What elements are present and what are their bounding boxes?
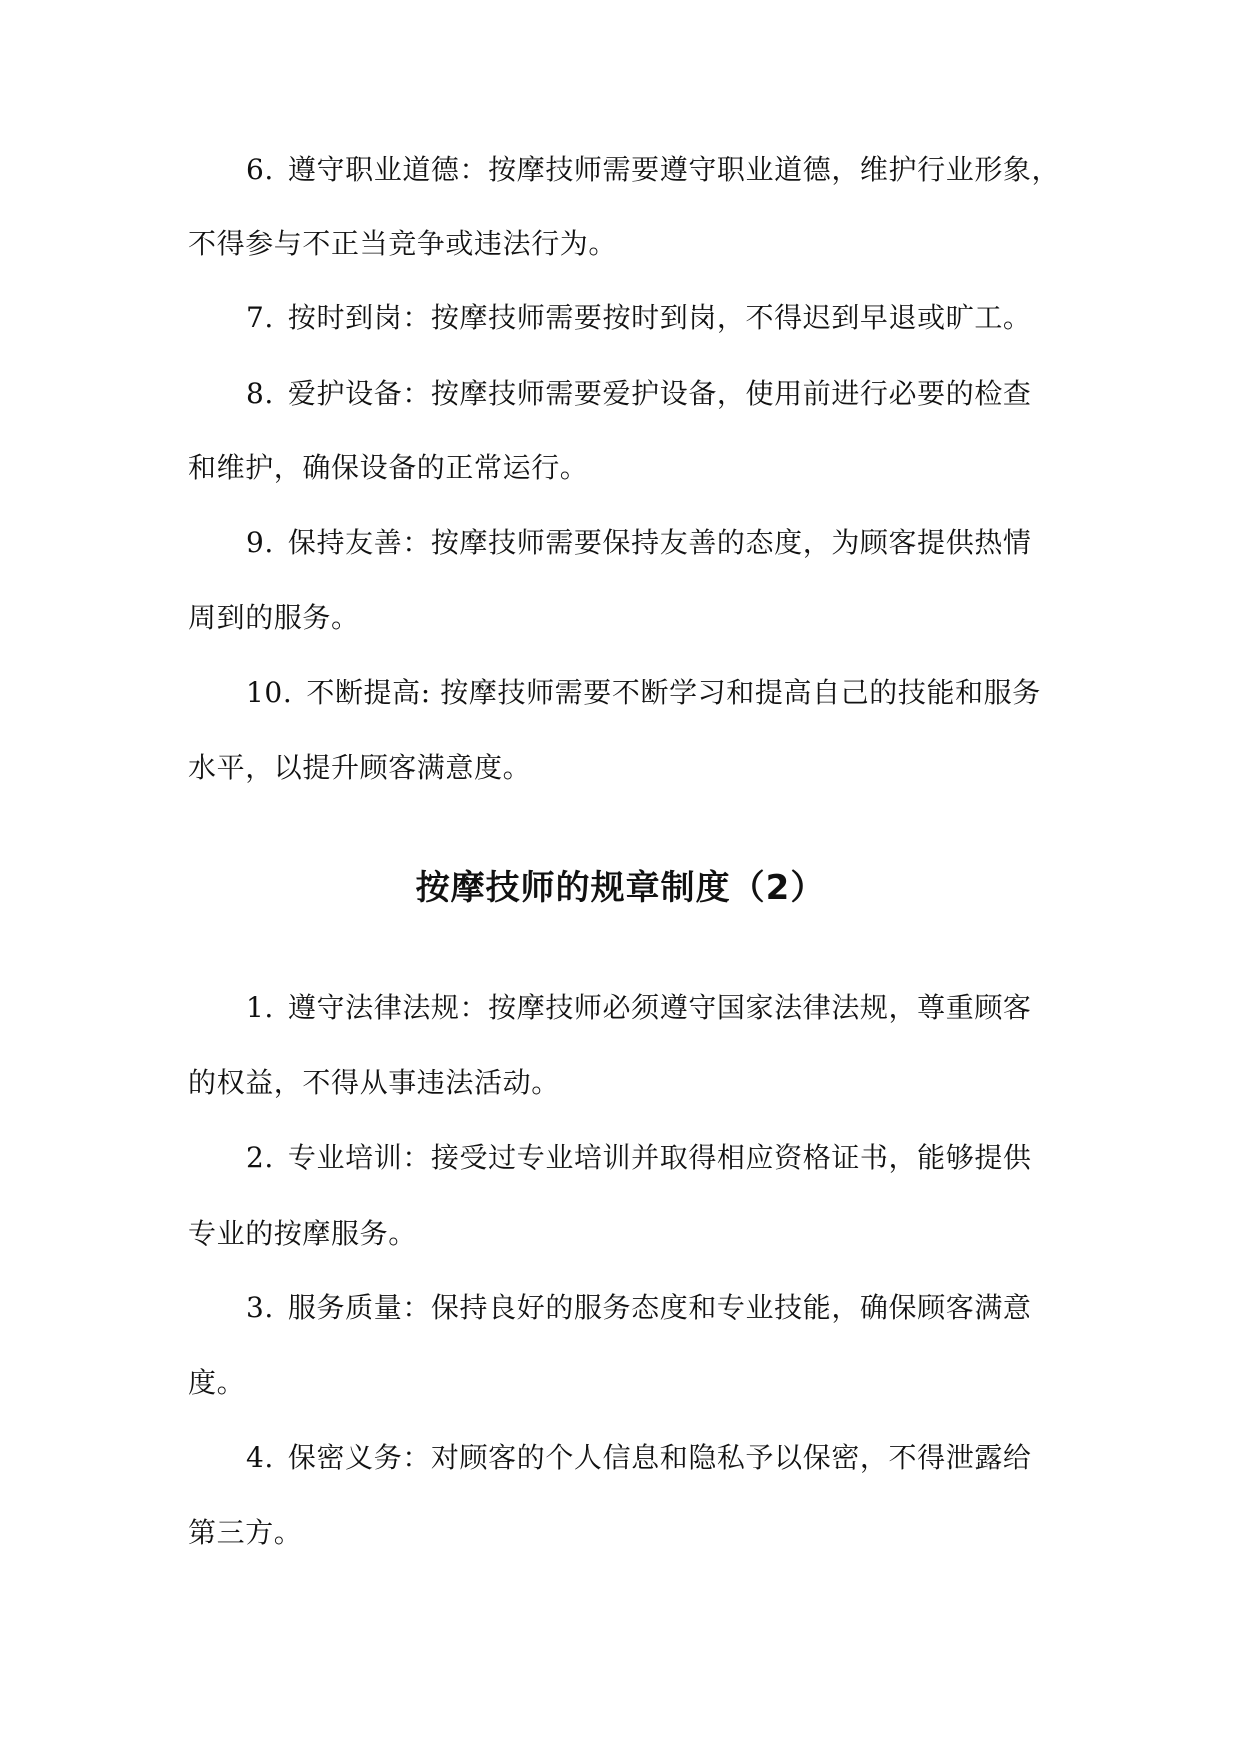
list-item-4-line-2: 第三方。: [188, 1516, 303, 1549]
item-text: 按时到岗：按摩技师需要按时到岗，不得迟到早退或旷工。: [287, 301, 1032, 334]
item-number: 7.: [246, 301, 274, 334]
list-item-8-line-1: [246, 376, 1032, 412]
list-item-1-line-2: 的权益，不得从事违法活动。: [188, 1066, 560, 1099]
list-item-10-line-2: 水平，以提升顾客满意度。: [188, 751, 532, 784]
list-item-7-line-1: [246, 300, 1032, 336]
list-item-8-line-2: 和维护，确保设备的正常运行。: [188, 451, 589, 484]
item-number: 10.: [246, 676, 293, 709]
item-number: 9.: [246, 526, 274, 559]
item-number: 3.: [246, 1291, 274, 1324]
list-item-9-line-1: [246, 525, 1032, 561]
list-item-6-line-1: [246, 152, 1060, 188]
list-item-2-line-1: [246, 1140, 1032, 1176]
section-title: 按摩技师的规章制度（2）: [415, 868, 826, 908]
item-text: 保密义务：对顾客的个人信息和隐私予以保密，不得泄露给: [287, 1441, 1032, 1474]
item-text: 专业培训：接受过专业培训并取得相应资格证书，能够提供: [287, 1141, 1032, 1174]
list-item-6-line-2: 不得参与不正当竞争或违法行为。: [188, 227, 618, 260]
item-text: 保持友善：按摩技师需要保持友善的态度，为顾客提供热情: [287, 526, 1032, 559]
item-text: 遵守法律法规：按摩技师必须遵守国家法律法规，尊重顾客: [287, 991, 1032, 1024]
list-item-4-line-1: [246, 1440, 1032, 1476]
list-item-3-line-2: 度。: [188, 1366, 246, 1399]
list-item-2-line-2: 专业的按摩服务。: [188, 1217, 417, 1250]
list-item-3-line-1: [246, 1290, 1032, 1326]
item-text: 服务质量：保持良好的服务态度和专业技能，确保顾客满意: [287, 1291, 1032, 1324]
item-text: 不断提高: 按摩技师需要不断学习和提高自己的技能和服务: [306, 676, 1041, 709]
item-number: 8.: [246, 377, 274, 410]
list-item-10-line-1: [246, 675, 1041, 711]
item-number: 6.: [246, 153, 274, 186]
item-text: 爱护设备：按摩技师需要爱护设备，使用前进行必要的检查: [287, 377, 1032, 410]
item-number: 2.: [246, 1141, 274, 1174]
list-item-1-line-1: [246, 990, 1032, 1026]
item-text: 遵守职业道德：按摩技师需要遵守职业道德，维护行业形象，: [287, 153, 1061, 186]
item-number: 1.: [246, 991, 274, 1024]
list-item-9-line-2: 周到的服务。: [188, 601, 360, 634]
item-number: 4.: [246, 1441, 274, 1474]
